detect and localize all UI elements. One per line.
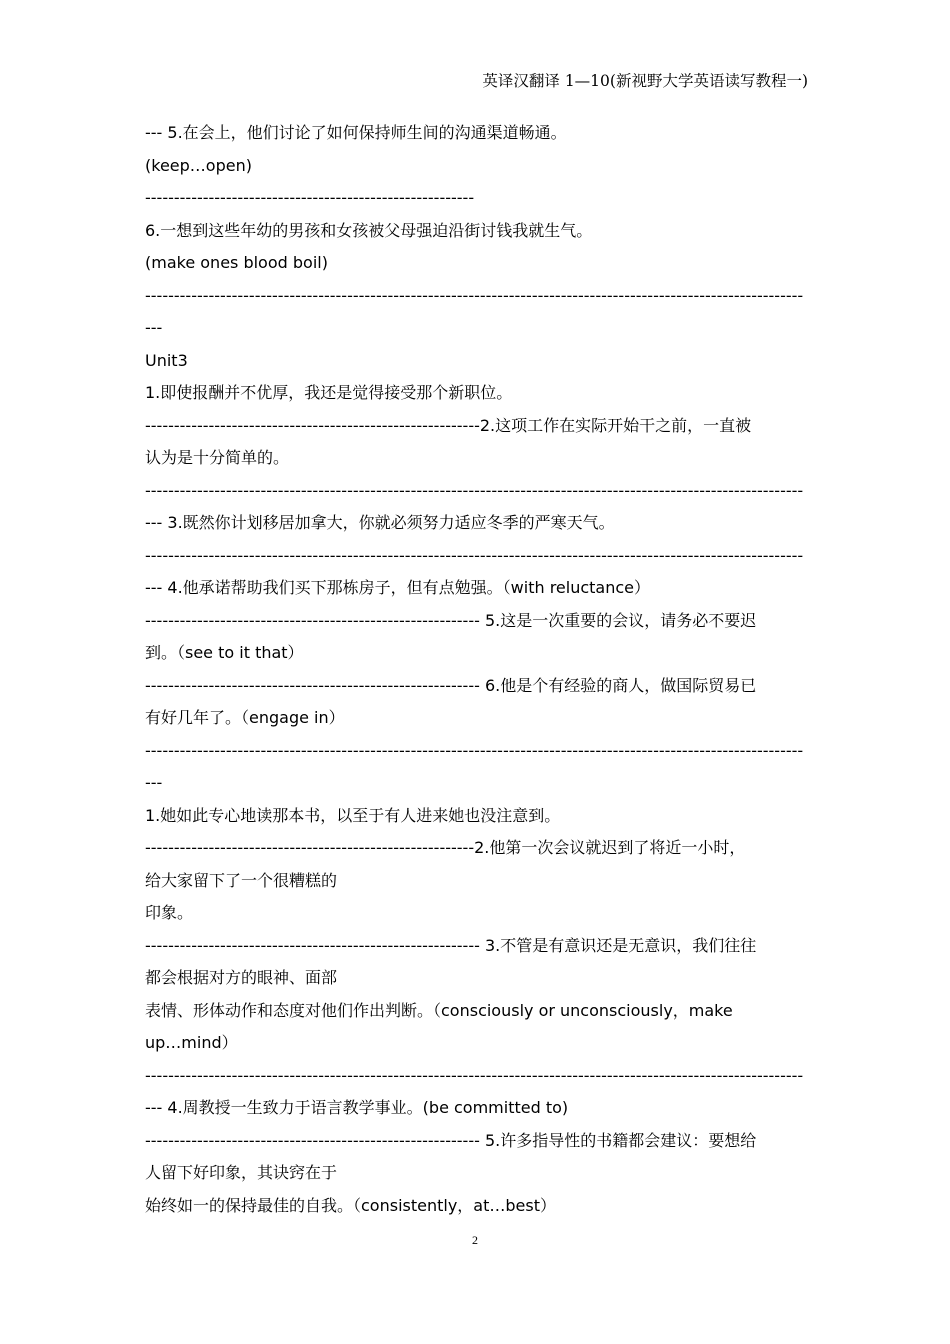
- text-line: ----------------------------------------------------------2.这项工作在实际开始干之前，一直被: [145, 415, 752, 435]
- text-line: --- 4.他承诺帮助我们买下那栋房子，但有点勉强。（with reluctance）: [145, 578, 651, 597]
- text-line: (keep…open): [145, 155, 252, 175]
- text-line: 始终如一的保持最佳的自我。（consistently，at…best）: [145, 1195, 556, 1215]
- text-line: 认为是十分简单的。: [145, 448, 290, 467]
- text-line: 有好几年了。（engage in）: [145, 708, 345, 727]
- text-line: 都会根据对方的眼神、面部: [145, 968, 338, 987]
- answer-blank-line: ------------------------------------------------------------------------------------------------------------------: [145, 545, 804, 565]
- running-header: 英译汉翻译 1—10(新视野大学英语读写教程一): [482, 72, 808, 90]
- answer-blank-line: ------------------------------------------------------------------------------------------------------------------: [145, 1065, 804, 1085]
- answer-blank-line: ---------------------------------------------------------: [145, 188, 475, 207]
- text-line: 6.一想到这些年幼的男孩和女孩被父母强迫沿街讨钱我就生气。: [145, 220, 593, 240]
- text-line: ---------------------------------------------------------- 5.这是一次重要的会议，请务必不要迟: [145, 610, 757, 630]
- text-line: ---------------------------------------------------------- 3.不管是有意识还是无意识，我们往往: [145, 935, 757, 955]
- page-number: 2: [472, 1233, 478, 1247]
- answer-blank-line: ------------------------------------------------------------------------------------------------------------------: [145, 740, 804, 760]
- text-line: up…mind）: [145, 1033, 238, 1052]
- text-line: --- 3.既然你计划移居加拿大，你就必须努力适应冬季的严寒天气。: [145, 513, 615, 532]
- text-line: 印象。: [145, 903, 194, 922]
- text-line: 1.即使报酬并不优厚，我还是觉得接受那个新职位。: [145, 383, 513, 402]
- text-line: 1.她如此专心地读那本书，以至于有人进来她也没注意到。: [145, 805, 561, 825]
- text-line: (make ones blood boil): [145, 253, 328, 272]
- text-line: ---------------------------------------------------------- 5.许多指导性的书籍都会建议：要想给: [145, 1130, 757, 1150]
- text-line: --- 5.在会上，他们讨论了如何保持师生间的沟通渠道畅通。: [145, 123, 567, 142]
- unit-heading: Unit3: [145, 350, 188, 370]
- text-line: ---------------------------------------------------------2.他第一次会议就迟到了将近一小时，: [145, 838, 746, 857]
- text-line: 给大家留下了一个很糟糕的: [145, 870, 338, 890]
- answer-blank-line: ------------------------------------------------------------------------------------------------------------------: [145, 285, 804, 305]
- document-body: [145, 117, 815, 1222]
- answer-blank-line: ---: [145, 773, 163, 792]
- answer-blank-line: ------------------------------------------------------------------------------------------------------------------: [145, 480, 804, 500]
- text-line: 到。（see to it that）: [145, 643, 304, 662]
- text-line: --- 4.周教授一生致力于语言教学事业。(be committed to): [145, 1098, 569, 1117]
- answer-blank-line: ---: [145, 318, 163, 337]
- text-line: 人留下好印象，其诀窍在于: [145, 1163, 338, 1182]
- text-line: ---------------------------------------------------------- 6.他是个有经验的商人，做国际贸易已: [145, 675, 757, 695]
- text-line: 表情、形体动作和态度对他们作出判断。（consciously or unconsciously，make: [145, 1000, 733, 1020]
